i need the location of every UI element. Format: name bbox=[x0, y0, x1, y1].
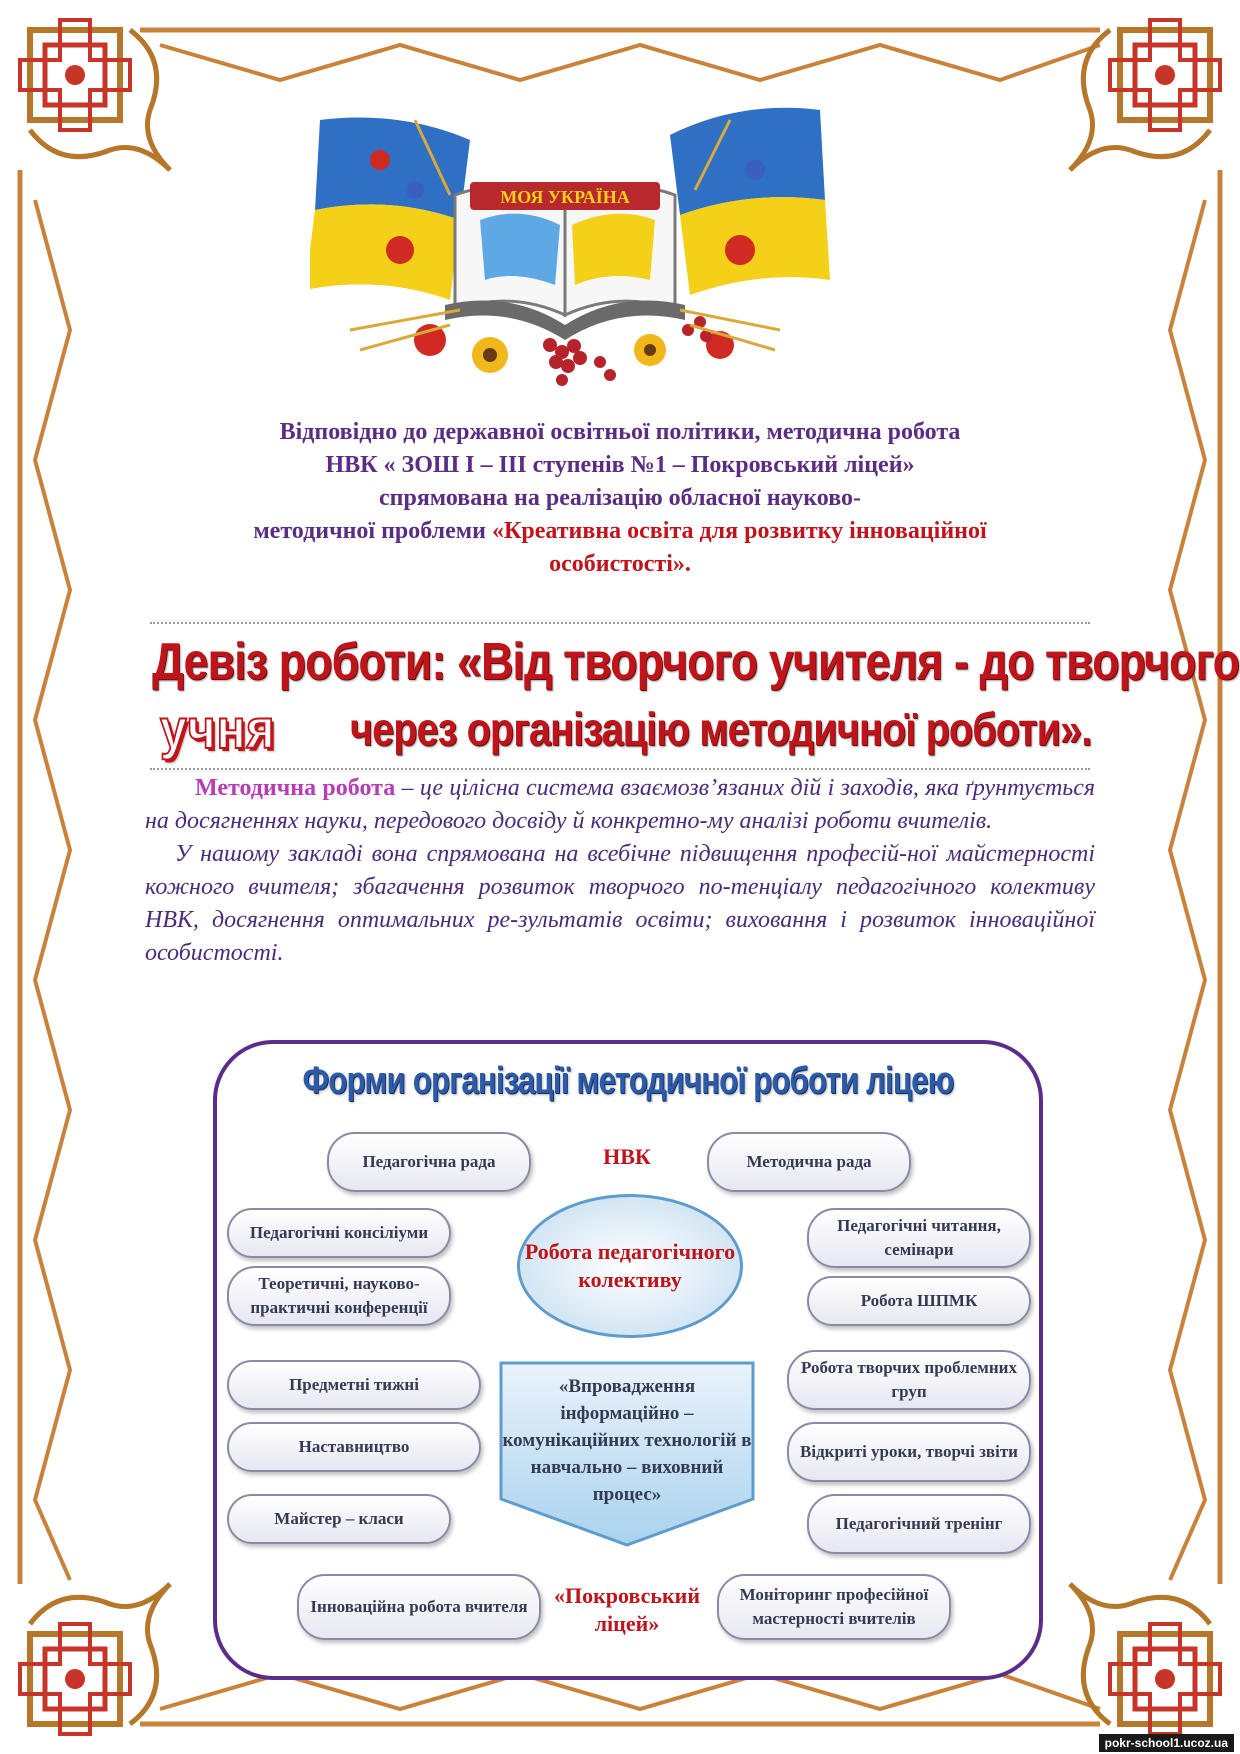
left-item-innovative-work: Інноваційна робота вчителя bbox=[297, 1574, 541, 1640]
left-item-conferences: Теоретичні, науково-практичні конференції bbox=[227, 1266, 451, 1326]
intro-line-2: НВК « ЗОШ І – ІІІ ступенів №1 – Покровський ліцей» bbox=[325, 452, 915, 478]
left-item-master-classes: Майстер – класи bbox=[227, 1494, 451, 1544]
intro-paragraph bbox=[120, 416, 1120, 581]
definition-lead: Методична робота bbox=[195, 775, 396, 801]
left-item-subject-weeks: Предметні тижні bbox=[227, 1360, 481, 1410]
intro-line-3: спрямована на реалізацію обласної науково- bbox=[378, 485, 861, 511]
intro-line-5: особистості». bbox=[549, 551, 691, 577]
divider-top bbox=[150, 622, 1090, 624]
motto-pupil-word: учня bbox=[160, 697, 276, 760]
intro-problem-title: «Креативна освіта для розвитку інноваційної bbox=[491, 518, 987, 544]
left-item-consiliums: Педагогічні консіліуми bbox=[227, 1208, 451, 1258]
divider-bottom bbox=[150, 768, 1090, 770]
collective-work-circle bbox=[517, 1194, 743, 1338]
definition-text bbox=[145, 772, 1095, 970]
intro-line-4-plain: методичної проблеми bbox=[253, 518, 492, 544]
ukraine-emblem bbox=[310, 100, 830, 400]
bottom-center-label: «Покровський ліцей» bbox=[553, 1583, 701, 1636]
book-and-flags-icon bbox=[310, 100, 830, 400]
definition-text-1: – це цілісна система взаємозв’язаних дій і заходів, яка ґрунтується на досягненнях науки, передового досвіду й конкретно-му аналізі роботи вчителів. bbox=[145, 775, 1096, 834]
intro-line-4 bbox=[120, 515, 1120, 548]
right-item-shpmk: Робота ШПМК bbox=[807, 1276, 1031, 1326]
right-item-training: Педагогічний тренінг bbox=[807, 1494, 1031, 1554]
top-center-label: НВК bbox=[603, 1144, 651, 1169]
motto-line-1: Девіз роботи: «Від творчого учителя - до творчого bbox=[152, 633, 1240, 691]
intro-line-1: Відповідно до державної освітньої політики, методична робота bbox=[279, 419, 961, 445]
right-item-monitoring: Моніторинг професійної мастерності вчителів bbox=[717, 1574, 951, 1640]
motto-line-2: через організацію методичної роботи». bbox=[350, 703, 1092, 755]
right-item-methodical-council: Методична рада bbox=[707, 1132, 911, 1192]
left-item-pedagogical-council: Педагогічна рада bbox=[327, 1132, 531, 1192]
ict-implementation-box bbox=[497, 1359, 757, 1549]
circle-label: Робота педагогічного колективу bbox=[524, 1239, 736, 1292]
definition-text-2: У нашому закладі вона спрямована на всебічне підвищення професій-ної майстерності кожного вчителя; збагачення розвиток творчого по-тенціалу педагогічного колективу НВК, досягнення оптимальних ре-зультатів освіти; виховання і розвиток інноваційної особистості. bbox=[145, 841, 1095, 966]
methodical-forms-diagram bbox=[213, 1040, 1043, 1680]
left-item-mentoring: Наставництво bbox=[227, 1422, 481, 1472]
right-item-readings: Педагогічні читання, семінари bbox=[807, 1208, 1031, 1268]
center-box-label: «Впровадження інформаційно – комунікаційних технологій в навчально – виховний процес» bbox=[502, 1376, 752, 1505]
right-item-creative-groups: Робота творчих проблемних груп bbox=[787, 1350, 1031, 1410]
site-url: pokr-school1.ucoz.ua bbox=[1099, 1734, 1234, 1752]
diagram-title: Форми організації методичної роботи ліцею bbox=[302, 1060, 954, 1102]
emblem-banner-text: МОЯ УКРАЇНА bbox=[500, 187, 630, 207]
right-item-open-lessons: Відкриті уроки, творчі звіти bbox=[787, 1422, 1031, 1482]
